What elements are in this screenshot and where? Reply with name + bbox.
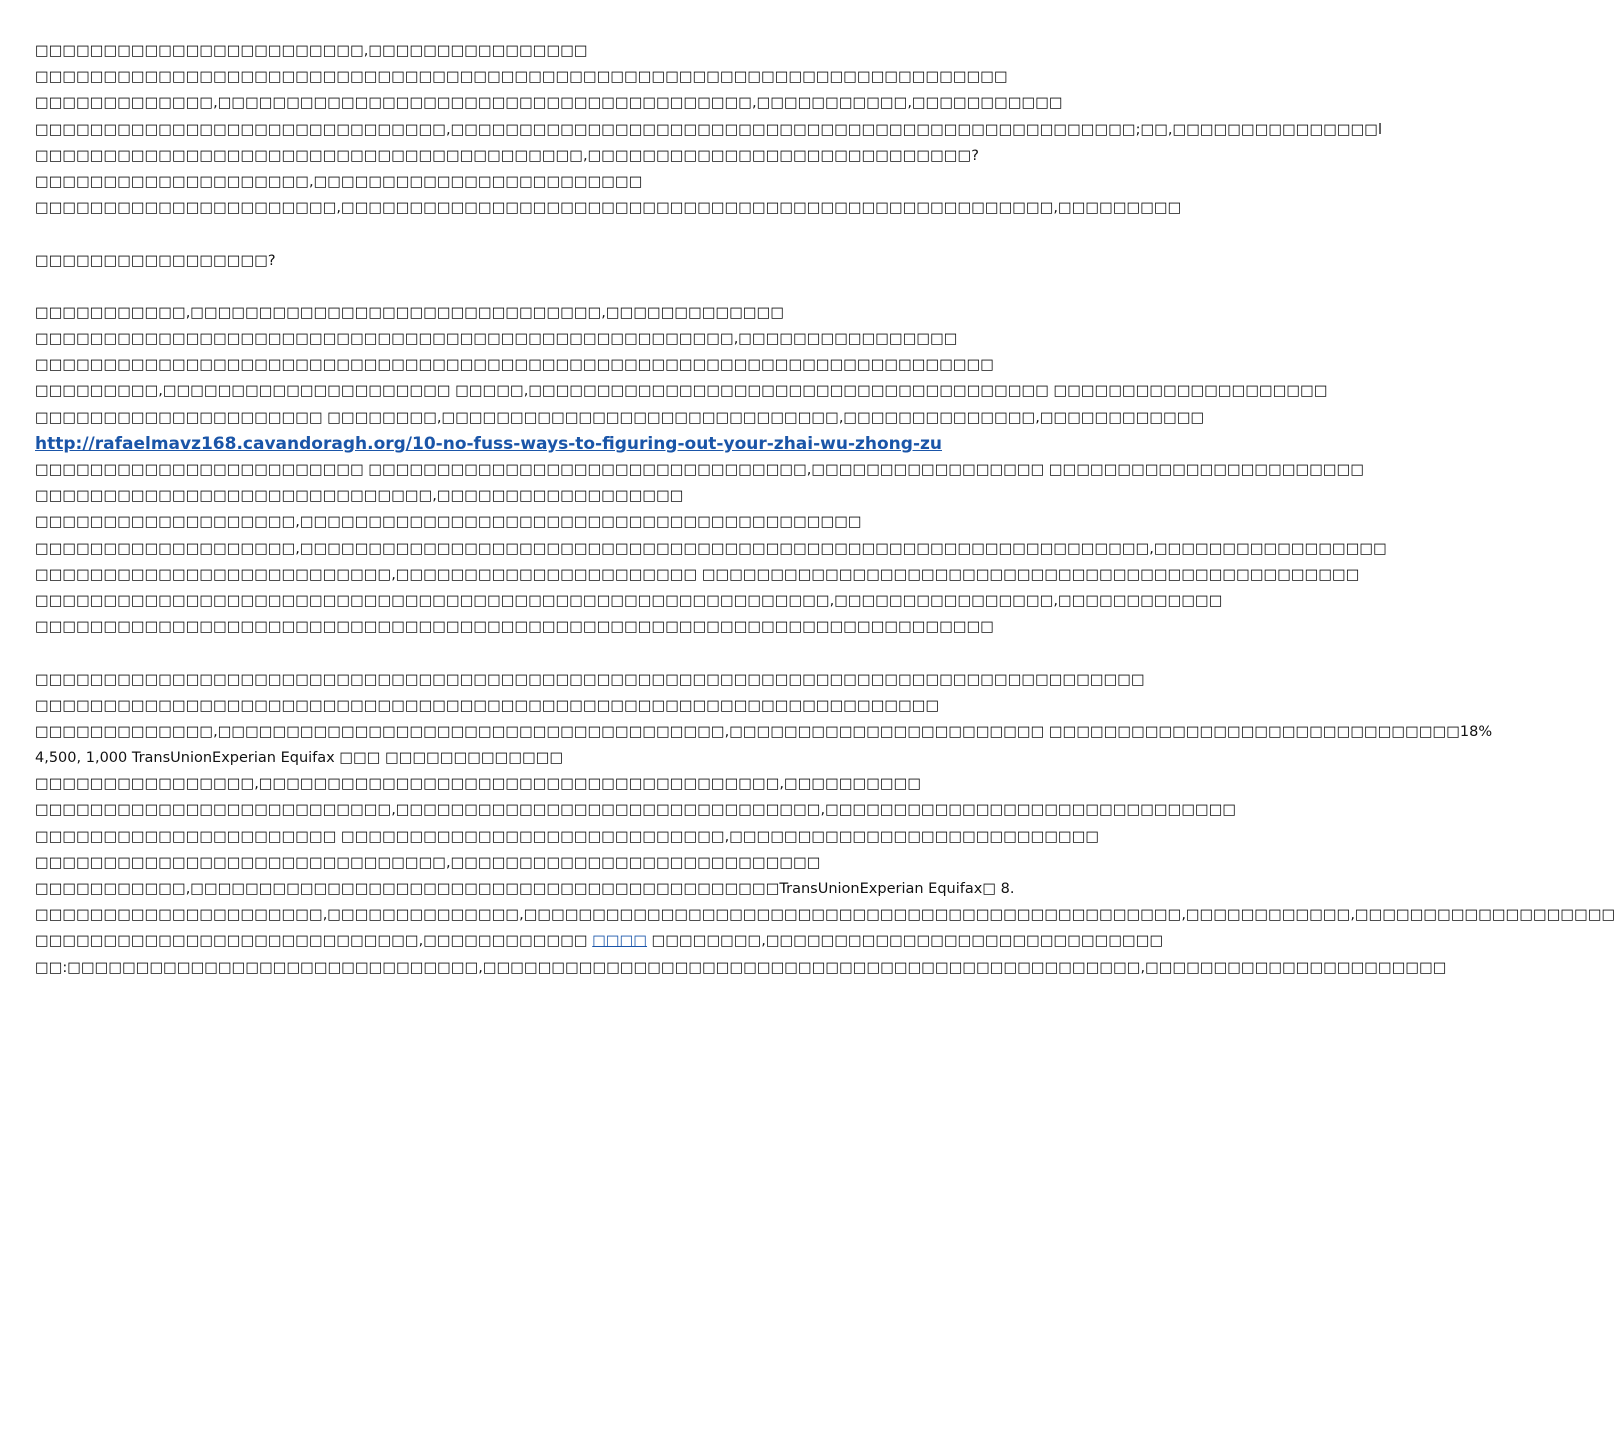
text-line: □□□□□□□□□□□□□,□□□□□□□□□□□□□□□□□□□□□□□□□□□□□□□□□□□□□,□□□□□□□□□□□□□□□□□□□□□□□ □□□□□□□□□□□□□□□□□□□□□□□□□□□□□□18%	[35, 723, 1493, 740]
text-line: □□□□□□□□□□□□□□□□□□□□□□ □□□□□□□□□□□□□□□□□□□□□□□□□□□□,□□□□□□□□□□□□□□□□□□□□□□□□□□□	[35, 828, 1100, 845]
text-line: □□□□□□□□□□□□□□□□□□□□□,□□□□□□□□□□□□□□,□□□□□□□□□□□□□□□□□□□□□□□□□□□□□□□□□□□□□□□□□□□□□□□□,□□□□□□□□□□□□,□□□□□□□□□□□□□□□□□□□	[35, 907, 1615, 924]
text-line-with-link	[35, 928, 1164, 954]
text-line: □□□□□□□□□□□□□□□□□□□□□□□□□□□□□□□□□□□□□□□□,□□□□□□□□□□□□□□□□□□□□□□□□□□□□?	[35, 147, 979, 164]
text-line: □□□□□□□□□□□□□□□□□□□□□□□□□□□□□□□□□□□□□□□□□□□□□□□□□□□□□□□□□□□□□□□□□□□□□□□	[35, 69, 1008, 86]
text-line: □□□□□□□□□□□□□□□□□□□□□□□□ □□□□□□□□□□□□□□□□□□□□□□□□□□□□□□□□,□□□□□□□□□□□□□□□□□ □□□□□□□□□□□□□□□□□□□□□□□	[35, 462, 1365, 478]
text-line: □□□□□□□□□□□□□□□□□□□□□□□□□□,□□□□□□□□□□□□□□□□□□□□□□□□□□□□□□□,□□□□□□□□□□□□□□□□□□□□□□□□□□□□□□	[35, 802, 1237, 819]
text-line: □□□□□□□□□□□,□□□□□□□□□□□□□□□□□□□□□□□□□□□□□□,□□□□□□□□□□□□□	[35, 304, 785, 321]
text-line: □□□□□□□□□□□□□□□□□□□,□□□□□□□□□□□□□□□□□□□□□□□□□□□□□□□□□□□□□□□□□□□□□□□□□□□□□□□□□□□□□□,□□□□□□□□□□□□□□□□□	[35, 540, 1387, 557]
paragraph-credit	[35, 667, 1615, 981]
text-line: □□□□□□□□□□□□□□□□□□□□,□□□□□□□□□□□□□□□□□□□□□□□□	[35, 173, 643, 190]
text-line: □□□□□□□□□□□□□□□□□□□□□□□□□□□□□□□□□□□□□□□□□□□□□□□□□□□□□□□□□□□□□□□□□□□□□□	[35, 357, 994, 374]
text-line: □□□□□□□□□□□□□□□□□□□□□□□□□□□□□□□□□□□□□□□□□□□□□□□□□□□□□□□□□□□□□□□□□□□□□□	[35, 619, 994, 636]
text-line: □□□□□□□□□□□□□□□□,□□□□□□□□□□□□□□□□□□□□□□□□□□□□□□□□□□□□□□,□□□□□□□□□□	[35, 776, 922, 793]
text-line: □□:□□□□□□□□□□□□□□□□□□□□□□□□□□□□□□,□□□□□□□□□□□□□□□□□□□□□□□□□□□□□□□□□□□□□□□□□□□□□□□□,□□□□□□□□□□□□□□□□□□□□□□	[35, 959, 1447, 976]
text-line: □□□□□□□□□□□□□□□□□□□□□□□□□□,□□□□□□□□□□□□□□□□□□□□□□ □□□□□□□□□□□□□□□□□□□□□□□□□□□□□□□□□□□□□□□□□□□□□□□□	[35, 566, 1360, 583]
text-line: □□□□□□□□□□□□□□□□□□□□□□□□□□□□□□,□□□□□□□□□□□□□□□□□□□□□□□□□□□	[35, 854, 821, 871]
text-line: □□□□□□□□□□□□□□□□□□□□□□,□□□□□□□□□□□□□□□□□□□□□□□□□□□□□□□□□□□□□□□□□□□□□□□□□□□□,□□□□□□□□□	[35, 200, 1182, 217]
text-line: □□□□□□□□□,□□□□□□□□□□□□□□□□□□□□□ □□□□□,□□□□□□□□□□□□□□□□□□□□□□□□□□□□□□□□□□□□□□ □□□□□□□□□□□□□□□□□□□□	[35, 383, 1328, 400]
text-line: □□□□□□□□□□□□□□□□□□□□□□□□□□□□□□,□□□□□□□□□□□□□□□□□□□□□□□□□□□□□□□□□□□□□□□□□□□□□□□□□□;□□,□□□□□□□□□□□□□□□l	[35, 121, 1383, 138]
text-line: □□□□□□□□□□□□□□□□□□□□□ □□□□□□□□,□□□□□□□□□□□□□□□□□□□□□□□□□□□□□,□□□□□□□□□□□□□□,□□□□□□□□□□□□	[35, 409, 1205, 426]
text-line: □□□□□□□□□□□□□,□□□□□□□□□□□□□□□□□□□□□□□□□□□□□□□□□□□□□□□,□□□□□□□□□□□,□□□□□□□□□□□	[35, 95, 1063, 112]
paragraph-gap	[35, 274, 995, 300]
paragraph-body	[35, 300, 1387, 640]
text-line: □□□□□□□□□□□□□□□□□□□□□□□□□□□□□□□□□□□□□□□□□□□□□□□□□□□□□□□□□□□□□□□□□□□□□□□□□□□□□□□□□	[35, 671, 1145, 688]
article-url-link[interactable]: http://rafaelmavz168.cavandoragh.org/10-no-fuss-ways-to-figuring-out-your-zhai-wu-zhong-zu	[35, 433, 943, 454]
text-line: □□□□□□□□□□□□□□□□□□□□□□□□,□□□□□□□□□□□□□□□□	[35, 43, 588, 59]
text-line: □□□□□□□□□□□□□□□□□□□,□□□□□□□□□□□□□□□□□□□□□□□□□□□□□□□□□□□□□□□□□	[35, 514, 862, 531]
text-line: □□□□□□□□□□□□□□□□□□□□□□□□□□□□□□□□□□□□□□□□□□□□□□□□□□□,□□□□□□□□□□□□□□□□	[35, 331, 958, 348]
paragraph-gap	[35, 640, 995, 666]
section-heading: □□□□□□□□□□□□□□□□□?	[35, 252, 276, 269]
inline-link[interactable]: □□□□	[592, 933, 648, 950]
text-line: 4,500, 1,000 TransUnionExperian Equifax □□□ □□□□□□□□□□□□□	[35, 750, 564, 767]
document-body	[35, 38, 1615, 981]
text-segment: □□□□□□□□,□□□□□□□□□□□□□□□□□□□□□□□□□□□□□	[647, 933, 1164, 950]
text-line: □□□□□□□□□□□□□□□□□□□□□□□□□□□□□□□□□□□□□□□□□□□□□□□□□□□□□□□□□□□□□□□□□□	[35, 697, 940, 714]
text-line: □□□□□□□□□□□,□□□□□□□□□□□□□□□□□□□□□□□□□□□□□□□□□□□□□□□□□□□TransUnionExperian Equifax□ 8.	[35, 881, 1015, 897]
paragraph-gap	[35, 221, 995, 247]
text-line: □□□□□□□□□□□□□□□□□□□□□□□□□□□□□□□□□□□□□□□□□□□□□□□□□□□□□□□□□□,□□□□□□□□□□□□□□□□,□□□□□□□□□□□□	[35, 592, 1223, 609]
paragraph-intro	[35, 38, 1383, 221]
text-segment: □□□□□□□□□□□□□□□□□□□□□□□□□□□□,□□□□□□□□□□□□	[35, 933, 593, 950]
text-line: □□□□□□□□□□□□□□□□□□□□□□□□□□□□□,□□□□□□□□□□□□□□□□□□	[35, 488, 684, 505]
